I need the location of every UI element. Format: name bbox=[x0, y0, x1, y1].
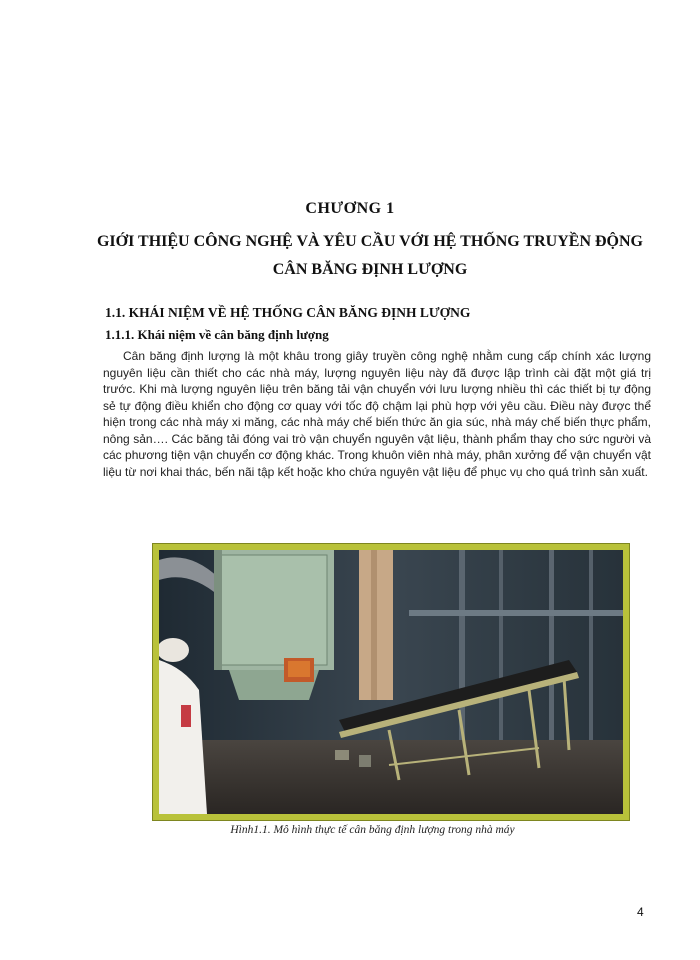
section-heading-1-1-1: 1.1.1. Khái niệm về cân băng định lượng bbox=[105, 327, 329, 342]
body-paragraph: Cân băng định lượng là một khâu trong giây truyền công nghệ nhằm cung cấp chính xác lượng nguyên liệu cần thiết cho các nhà máy, lượng nguyên liệu này đã được lập trình cài đặt một giá trị trước. Khi mà lượng nguyên liệu trên băng tải vận chuyển với lưu lượng nhiều thì các thiết bị tự động sẻ tự động điều khiển cho động cơ quay với tốc độ chậm lại phù hợp với yêu cầu. Điều này được thể hiện trong các nhà máy xi măng, các nhà máy chế biến thức ăn gia súc, nhà máy chế biến thực phẩm, nông sản…. Các băng tải đóng vai trò vận chuyển nguyên vật liệu, thành phẩm thay cho sức người và các phương tiện vận chuyển cơ động khác. Trong khuôn viên nhà máy, phân xưởng để vận chuyển vật liệu từ nơi khai thác, bến nãi tập kết hoặc kho chứa nguyên vật liệu để phục vụ cho quá trình sản xuất. bbox=[103, 349, 651, 479]
figure-caption: Hình1.1. Mô hình thực tế cân băng định lượng trong nhà máy bbox=[230, 824, 515, 836]
chapter-number: CHƯƠNG 1 bbox=[305, 200, 395, 217]
figure-photo-frame bbox=[152, 543, 630, 821]
page-number: 4 bbox=[637, 905, 644, 919]
section-heading-1-1: 1.1. KHÁI NIỆM VỀ HỆ THỐNG CÂN BĂNG ĐỊNH LƯỢNG bbox=[105, 305, 471, 320]
conveyor-scale-photo bbox=[159, 550, 623, 814]
chapter-title: GIỚI THIỆU CÔNG NGHỆ VÀ YÊU CẦU VỚI HỆ THỐNG TRUYỀN ĐỘNG CÂN BĂNG ĐỊNH LƯỢNG bbox=[96, 233, 643, 278]
